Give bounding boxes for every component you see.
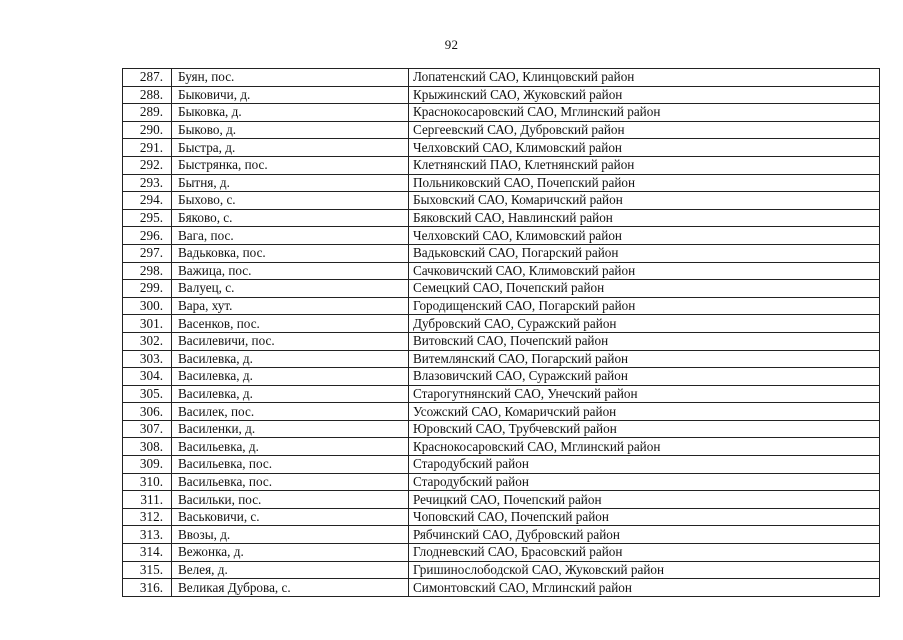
district-cell: Дубровский САО, Суражский район xyxy=(409,315,880,333)
settlement-name-cell: Василевка, д. xyxy=(172,350,409,368)
district-cell: Симонтовский САО, Мглинский район xyxy=(409,579,880,597)
table-row xyxy=(123,420,880,438)
table-row xyxy=(123,403,880,421)
table-row xyxy=(123,139,880,157)
table-row xyxy=(123,315,880,333)
district-cell: Речицкий САО, Почепский район xyxy=(409,491,880,509)
page-number: 92 xyxy=(444,37,459,52)
row-number-cell: 306. xyxy=(123,403,172,421)
district-cell: Челховский САО, Климовский район xyxy=(409,139,880,157)
row-number-cell: 288. xyxy=(123,86,172,104)
row-number-cell: 314. xyxy=(123,544,172,562)
row-number-cell: 309. xyxy=(123,456,172,474)
row-number-cell: 294. xyxy=(123,192,172,210)
settlement-name-cell: Бытня, д. xyxy=(172,174,409,192)
district-cell: Витемлянский САО, Погарский район xyxy=(409,350,880,368)
row-number-cell: 299. xyxy=(123,280,172,298)
district-cell: Старогутнянский САО, Унечский район xyxy=(409,385,880,403)
settlement-name-cell: Вежонка, д. xyxy=(172,544,409,562)
row-number-cell: 316. xyxy=(123,579,172,597)
row-number-cell: 287. xyxy=(123,69,172,87)
row-number-cell: 303. xyxy=(123,350,172,368)
settlement-name-cell: Великая Дуброва, с. xyxy=(172,579,409,597)
district-cell: Городищенский САО, Погарский район xyxy=(409,297,880,315)
table-row xyxy=(123,244,880,262)
district-cell: Влазовичский САО, Суражский район xyxy=(409,368,880,386)
row-number-cell: 293. xyxy=(123,174,172,192)
settlement-name-cell: Быковка, д. xyxy=(172,104,409,122)
settlement-name-cell: Васенков, пос. xyxy=(172,315,409,333)
district-cell: Челховский САО, Климовский район xyxy=(409,227,880,245)
table-row xyxy=(123,104,880,122)
settlement-name-cell: Васильевка, пос. xyxy=(172,473,409,491)
table-row xyxy=(123,192,880,210)
row-number-cell: 308. xyxy=(123,438,172,456)
table-row xyxy=(123,526,880,544)
table-row xyxy=(123,209,880,227)
table-row xyxy=(123,297,880,315)
table-row xyxy=(123,368,880,386)
settlement-name-cell: Важица, пос. xyxy=(172,262,409,280)
settlement-name-cell: Василек, пос. xyxy=(172,403,409,421)
row-number-cell: 292. xyxy=(123,156,172,174)
settlement-name-cell: Вара, хут. xyxy=(172,297,409,315)
settlement-name-cell: Васильевка, д. xyxy=(172,438,409,456)
settlement-name-cell: Бяково, с. xyxy=(172,209,409,227)
table-row xyxy=(123,561,880,579)
row-number-cell: 296. xyxy=(123,227,172,245)
settlement-name-cell: Василевичи, пос. xyxy=(172,332,409,350)
settlement-name-cell: Ввозы, д. xyxy=(172,526,409,544)
row-number-cell: 315. xyxy=(123,561,172,579)
table-row xyxy=(123,544,880,562)
table-body xyxy=(123,69,880,597)
district-cell: Клетнянский ПАО, Клетнянский район xyxy=(409,156,880,174)
settlement-name-cell: Велея, д. xyxy=(172,561,409,579)
district-cell: Глодневский САО, Брасовский район xyxy=(409,544,880,562)
table-row xyxy=(123,156,880,174)
row-number-cell: 304. xyxy=(123,368,172,386)
row-number-cell: 301. xyxy=(123,315,172,333)
district-cell: Семецкий САО, Почепский район xyxy=(409,280,880,298)
row-number-cell: 311. xyxy=(123,491,172,509)
settlement-name-cell: Вага, пос. xyxy=(172,227,409,245)
table-row xyxy=(123,69,880,87)
table-row xyxy=(123,473,880,491)
district-cell: Бяковский САО, Навлинский район xyxy=(409,209,880,227)
row-number-cell: 291. xyxy=(123,139,172,157)
district-cell: Краснокосаровский САО, Мглинский район xyxy=(409,104,880,122)
table-row xyxy=(123,456,880,474)
table-row xyxy=(123,385,880,403)
district-cell: Вадьковский САО, Погарский район xyxy=(409,244,880,262)
settlement-name-cell: Васильки, пос. xyxy=(172,491,409,509)
settlements-table xyxy=(122,68,880,597)
district-cell: Гришинослободской САО, Жуковский район xyxy=(409,561,880,579)
row-number-cell: 289. xyxy=(123,104,172,122)
settlement-name-cell: Быстра, д. xyxy=(172,139,409,157)
district-cell: Стародубский район xyxy=(409,473,880,491)
table-row xyxy=(123,227,880,245)
settlement-name-cell: Быково, д. xyxy=(172,121,409,139)
table-row xyxy=(123,579,880,597)
row-number-cell: 300. xyxy=(123,297,172,315)
settlement-name-cell: Василенки, д. xyxy=(172,420,409,438)
district-cell: Сергеевский САО, Дубровский район xyxy=(409,121,880,139)
district-cell: Крыжинский САО, Жуковский район xyxy=(409,86,880,104)
row-number-cell: 310. xyxy=(123,473,172,491)
district-cell: Витовский САО, Почепский район xyxy=(409,332,880,350)
settlement-name-cell: Василевка, д. xyxy=(172,385,409,403)
table-row xyxy=(123,121,880,139)
district-cell: Краснокосаровский САО, Мглинский район xyxy=(409,438,880,456)
row-number-cell: 290. xyxy=(123,121,172,139)
settlement-name-cell: Валуец, с. xyxy=(172,280,409,298)
row-number-cell: 295. xyxy=(123,209,172,227)
table-row xyxy=(123,491,880,509)
table-row xyxy=(123,174,880,192)
district-cell: Стародубский район xyxy=(409,456,880,474)
row-number-cell: 307. xyxy=(123,420,172,438)
row-number-cell: 312. xyxy=(123,508,172,526)
settlement-name-cell: Василевка, д. xyxy=(172,368,409,386)
district-cell: Быховский САО, Комаричский район xyxy=(409,192,880,210)
table-row xyxy=(123,86,880,104)
row-number-cell: 298. xyxy=(123,262,172,280)
settlement-name-cell: Быковичи, д. xyxy=(172,86,409,104)
table-row xyxy=(123,280,880,298)
table-row xyxy=(123,438,880,456)
row-number-cell: 305. xyxy=(123,385,172,403)
district-cell: Сачковичский САО, Климовский район xyxy=(409,262,880,280)
settlement-name-cell: Буян, пос. xyxy=(172,69,409,87)
row-number-cell: 313. xyxy=(123,526,172,544)
settlement-name-cell: Быхово, с. xyxy=(172,192,409,210)
district-cell: Усожский САО, Комаричский район xyxy=(409,403,880,421)
row-number-cell: 302. xyxy=(123,332,172,350)
table-row xyxy=(123,350,880,368)
settlement-name-cell: Васильевка, пос. xyxy=(172,456,409,474)
settlement-name-cell: Васьковичи, с. xyxy=(172,508,409,526)
district-cell: Чоповский САО, Почепский район xyxy=(409,508,880,526)
table-row xyxy=(123,508,880,526)
settlement-name-cell: Быстрянка, пос. xyxy=(172,156,409,174)
table-row xyxy=(123,332,880,350)
table-row xyxy=(123,262,880,280)
district-cell: Лопатенский САО, Клинцовский район xyxy=(409,69,880,87)
district-cell: Юровский САО, Трубчевский район xyxy=(409,420,880,438)
district-cell: Польниковский САО, Почепский район xyxy=(409,174,880,192)
district-cell: Рябчинский САО, Дубровский район xyxy=(409,526,880,544)
settlement-name-cell: Вадьковка, пос. xyxy=(172,244,409,262)
row-number-cell: 297. xyxy=(123,244,172,262)
